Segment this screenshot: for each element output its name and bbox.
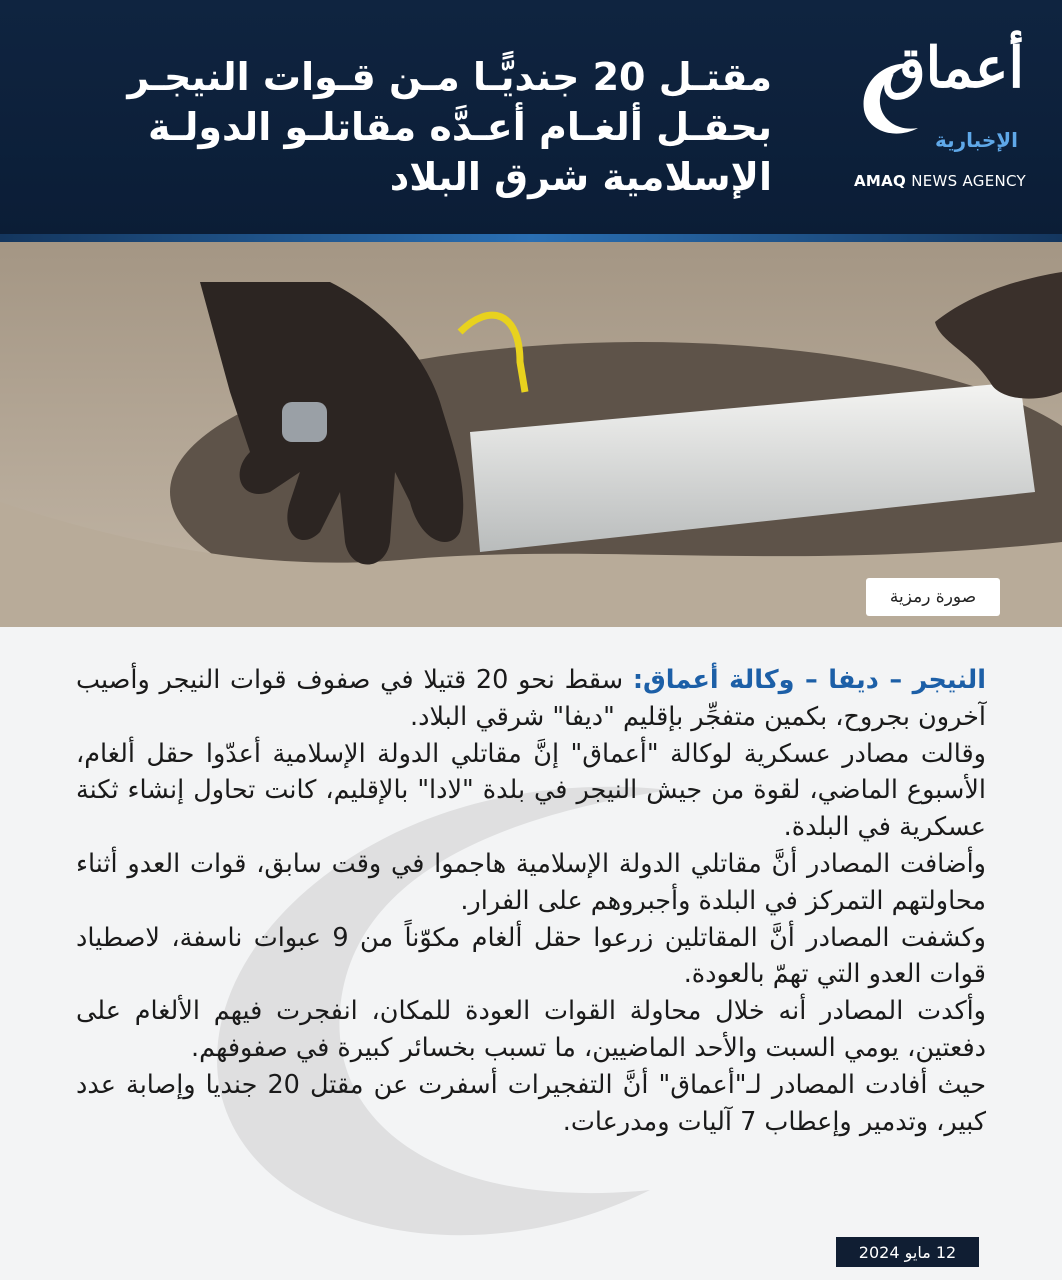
amaq-logo [848, 30, 1038, 200]
photo-illustration [0, 242, 1062, 627]
lead-paragraph [76, 662, 986, 736]
photo-caption: صورة رمزية [866, 578, 1000, 616]
lead-text: سقط نحو 20 قتيلا في صفوف قوات النيجر وأصيب آخرون بجروح، بكمين متفجِّر بإقليم "ديفا" شرقي البلاد. [76, 665, 986, 732]
headline [52, 52, 772, 202]
logo-english-name [854, 172, 1026, 190]
publish-date: 12 مايو 2024 [836, 1237, 979, 1267]
logo-english-rest: NEWS AGENCY [911, 172, 1026, 190]
paragraph: وأكدت المصادر أنه خلال محاولة القوات العودة للمكان، انفجرت فيهم الألغام على دفعتين، يومي السبت والأحد الماضيين، ما تسبب بخسائر كبيرة في صفوفهم. [76, 996, 986, 1063]
logo-english-bold: AMAQ [854, 172, 907, 190]
logo-arabic-name: أعماق [882, 35, 1024, 101]
headline-line: الإسلامية شرق البلاد [389, 155, 772, 199]
logo-arabic-subtitle: الإخبارية [935, 128, 1018, 152]
paragraph: حيث أفادت المصادر لـ"أعماق" أنَّ التفجيرات أسفرت عن مقتل 20 جنديا وإصابة عدد كبير، وتدمير وإعطاب 7 آليات ومدرعات. [76, 1069, 986, 1137]
symbolic-photo [0, 242, 1062, 627]
headline-line: بحقـل ألغـام أعـدَّه مقاتلـو الدولـة [148, 105, 772, 149]
headline-line: مقتـل 20 جنديًّـا مـن قـوات النيجـر [127, 55, 772, 99]
article-body [76, 662, 986, 1140]
paragraph: وقالت مصادر عسكرية لوكالة "أعماق" إنَّ مقاتلي الدولة الإسلامية أعدّوا حقل ألغام، الأسبوع الماضي، لقوة من جيش النيجر في بلدة "لادا" بالإقليم، كانت تحاول إنشاء ثكنة عسكرية في البلدة. [76, 738, 986, 843]
dateline: النيجر – ديفا – وكالة أعماق: [632, 665, 986, 695]
header-divider [0, 234, 1062, 242]
paragraph: وأضافت المصادر أنَّ مقاتلي الدولة الإسلامية هاجموا في وقت سابق، قوات العدو أثناء محاولتهم التمركز في البلدة وأجبروهم على الفرار. [76, 848, 986, 916]
paragraph: وكشفت المصادر أنَّ المقاتلين زرعوا حقل ألغام مكوّناً من 9 عبوات ناسفة، لاصطياد قوات العدو التي تهمّ بالعودة. [76, 922, 986, 990]
ring [282, 402, 327, 442]
